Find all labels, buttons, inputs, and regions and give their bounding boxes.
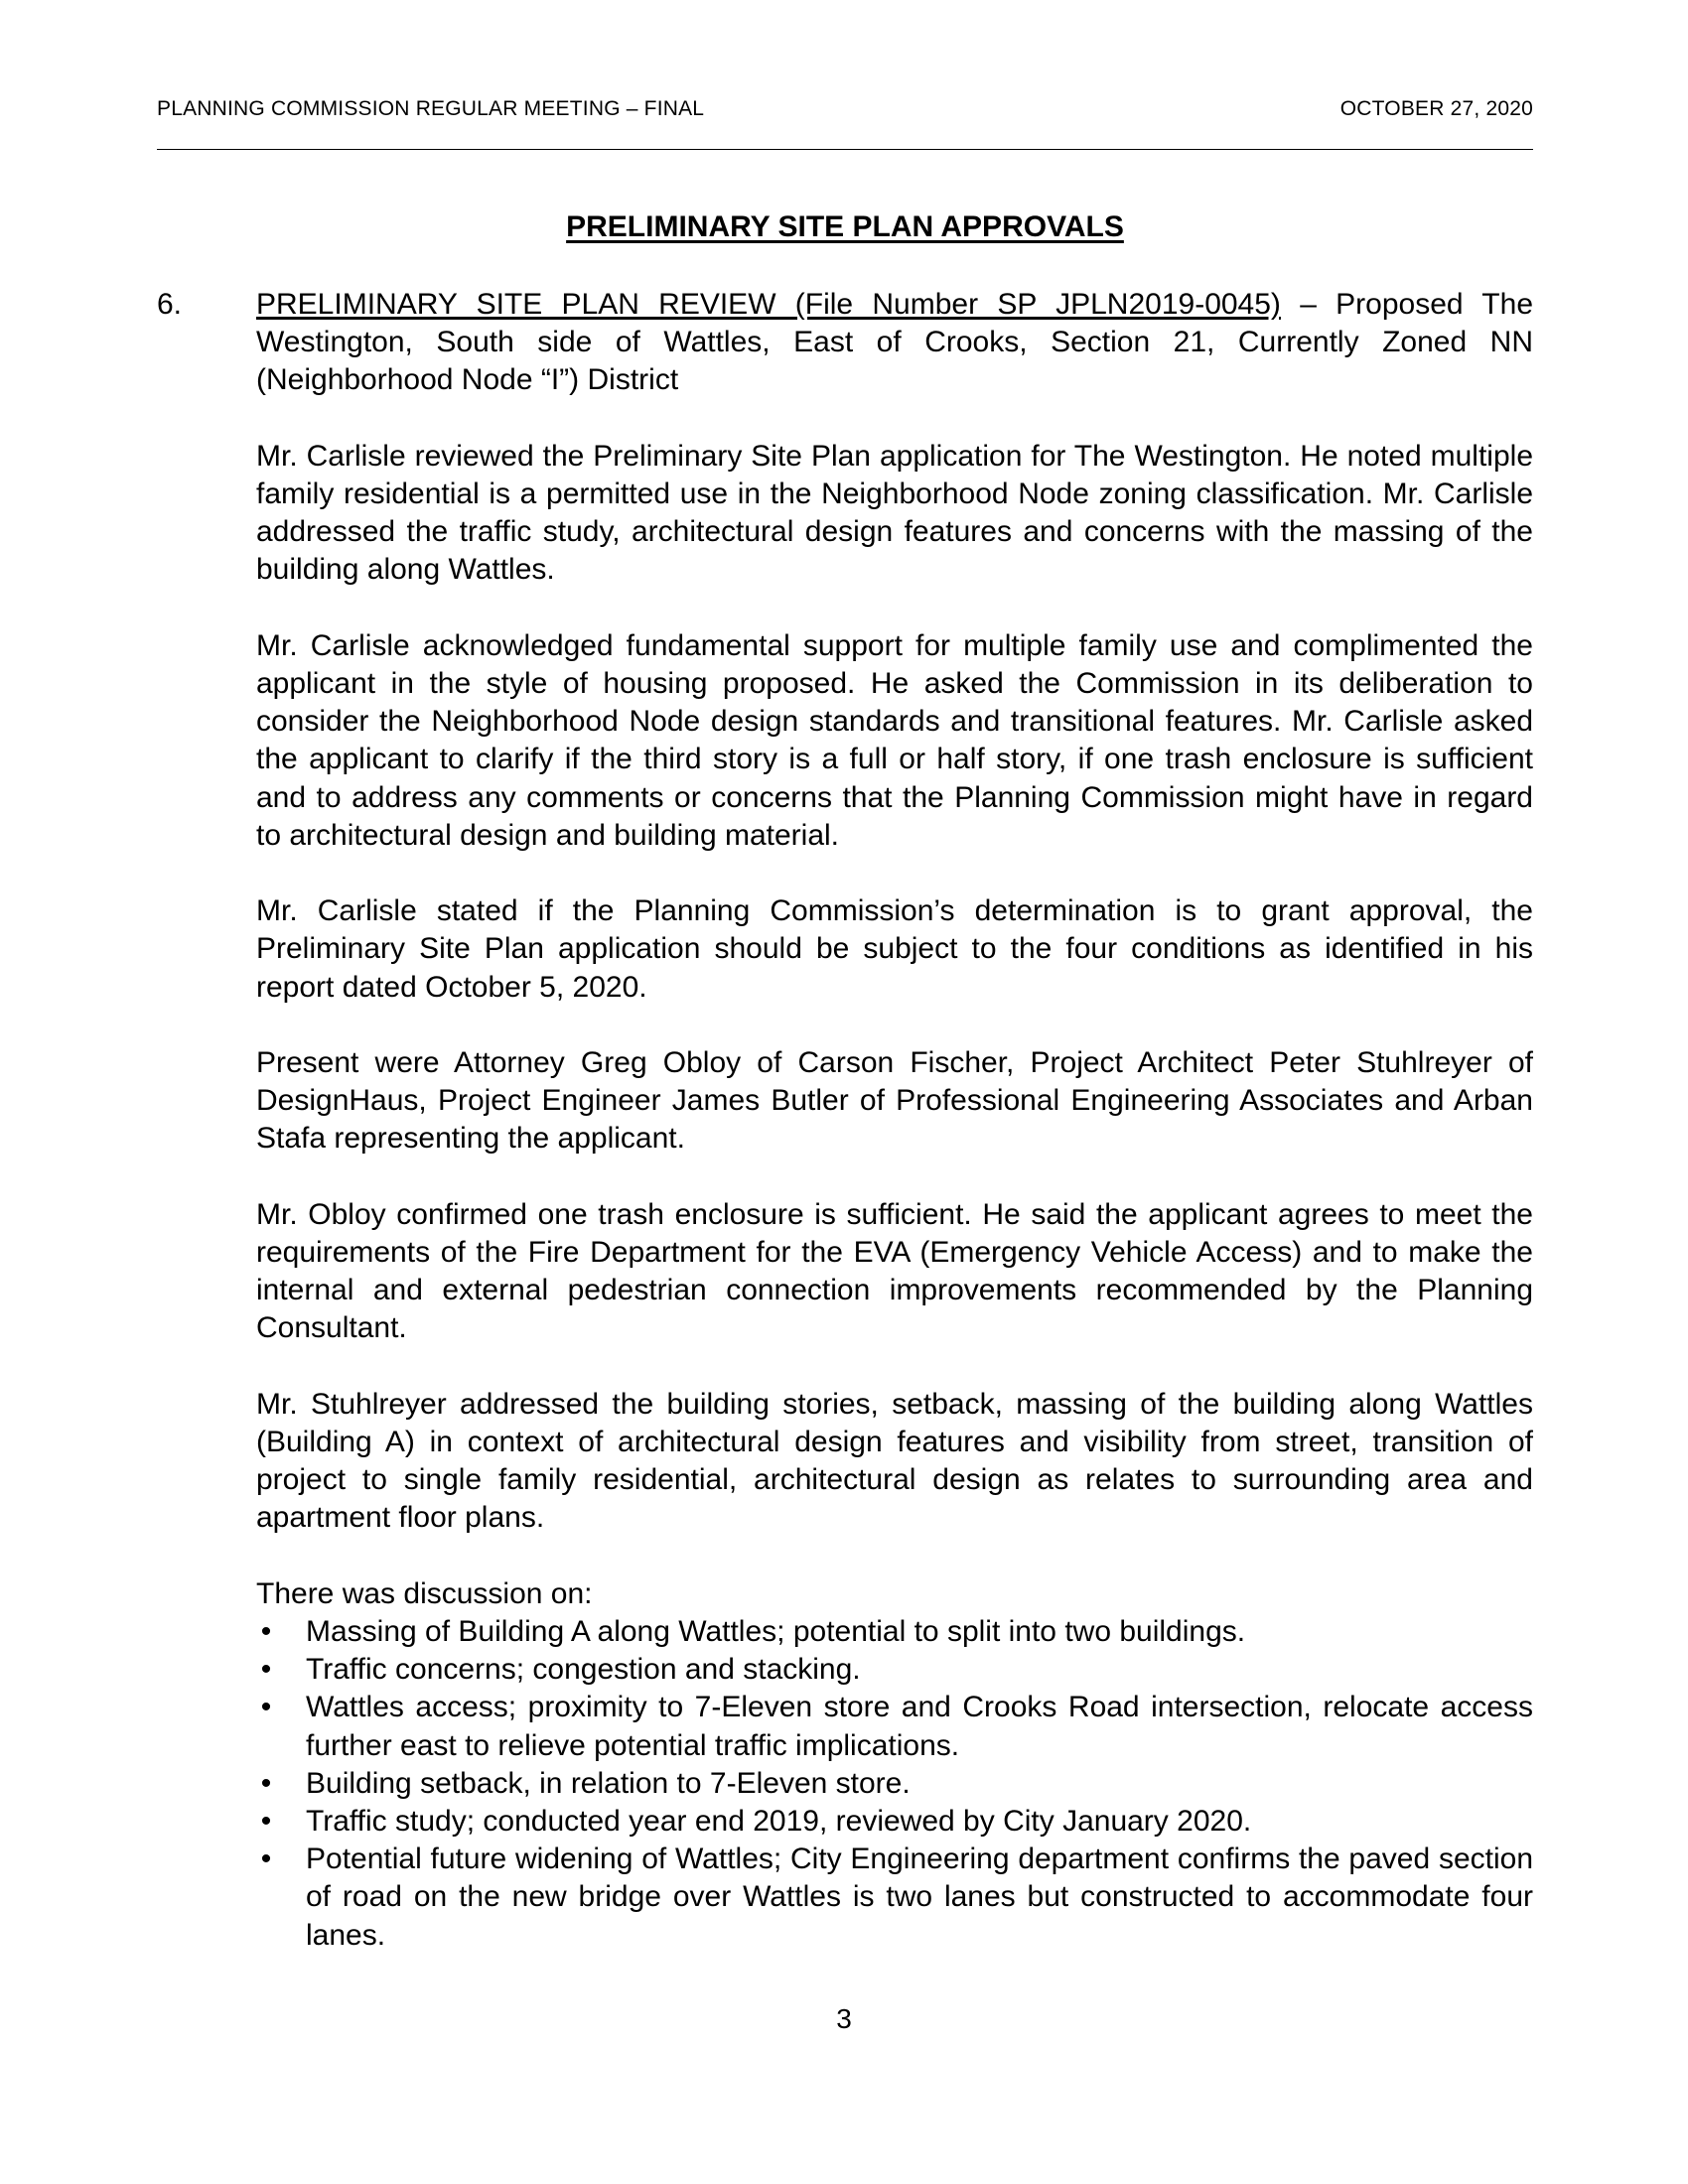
section-title: PRELIMINARY SITE PLAN APPROVALS [566,210,1124,243]
list-item-text: Traffic study; conducted year end 2019, reviewed by City January 2020. [306,1805,1252,1839]
item-heading-file-reference: PRELIMINARY SITE PLAN REVIEW (File Number SP JPLN2019-0045) [256,288,1281,321]
list-item [256,1651,1533,1689]
header-divider [157,149,1533,150]
paragraph-review: Mr. Carlisle reviewed the Preliminary Site Plan application for The Westington. He noted multiple family residential is a permitted use in the Neighborhood Node zoning classification. Mr. Carlisle addressed the traffic study, architectural design features and concerns with the massing of the building along Wattles. [256,439,1533,587]
bullet-icon: • [260,1766,272,1800]
item-body [256,286,1533,1955]
bullet-icon: • [260,1843,272,1876]
bullet-icon: • [260,1691,272,1724]
bullet-icon: • [260,1615,272,1648]
item-heading-description: – Proposed The Westington, South side of Wattles, East of Crooks, Section 21, Currently Zoned NN (Neighborhood Node “I”) District [256,288,1533,397]
paragraph-obloy: Mr. Obloy confirmed one trash enclosure is sufficient. He said the applicant agrees to meet the requirements of the Fire Department for the EVA (Emergency Vehicle Access) and to make the internal and external pedestrian connection improvements recommended by the Planning Consultant. [256,1197,1533,1345]
page-number: 3 [836,2003,852,2034]
paragraph-support: Mr. Carlisle acknowledged fundamental support for multiple family use and complimented the applicant in the style of housing proposed. He asked the Commission in its deliberation to consider the Neighborhood Node design standards and transitional features. Mr. Carlisle asked the applicant to clarify if the third story is a full or half story, if one trash enclosure is sufficient and to address any comments or concerns that the Planning Commission might have in regard to architectural design and building material. [256,628,1533,852]
running-header [157,97,1533,127]
list-item-text: Building setback, in relation to 7-Eleven store. [306,1766,911,1800]
list-item-text: Potential future widening of Wattles; City Engineering department confirms the paved section of road on the new bridge over Wattles is two lanes but constructed to accommodate four lanes. [306,1843,1533,1952]
discussion-list [256,1613,1533,1955]
bullet-icon: • [260,1653,272,1687]
paragraph-stuhlreyer: Mr. Stuhlreyer addressed the building stories, setback, massing of the building along Wattles (Building A) in context of architectural design features and visibility from street, transition of project to single family residential, architectural design as relates to surrounding area and apartment floor plans. [256,1387,1533,1535]
list-item [256,1613,1533,1651]
paragraph-conditions: Mr. Carlisle stated if the Planning Commission’s determination is to grant approval, the Preliminary Site Plan application should be subject to the four conditions as identified in his report dated October 5, 2020. [256,894,1533,1004]
list-item-text: Traffic concerns; congestion and stacking. [306,1653,861,1687]
list-item [256,1689,1533,1764]
paragraph-attendees: Present were Attorney Greg Obloy of Carson Fischer, Project Architect Peter Stuhlreyer of DesignHaus, Project Engineer James Butler of Professional Engineering Associates and Arban Stafa representing the applicant. [256,1046,1533,1156]
list-item [256,1803,1533,1841]
list-item-text: Massing of Building A along Wattles; potential to split into two buildings. [306,1615,1246,1648]
bullet-icon: • [260,1805,272,1839]
list-item [256,1841,1533,1955]
list-item [256,1765,1533,1803]
discussion-intro: There was discussion on: [256,1576,593,1610]
list-item-text: Wattles access; proximity to 7-Eleven store and Crooks Road intersection, relocate access further east to relieve potential traffic implications. [306,1691,1533,1762]
header-meeting-title: PLANNING COMMISSION REGULAR MEETING – FINAL [157,97,705,120]
item-number: 6. [157,288,183,321]
header-meeting-date: OCTOBER 27, 2020 [1339,97,1533,120]
item-heading [256,286,1533,400]
